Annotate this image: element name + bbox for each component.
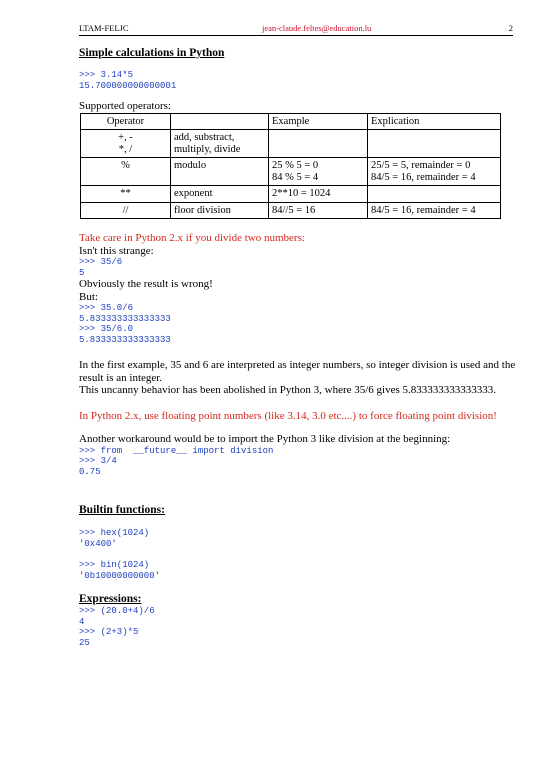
section-title-builtin-functions: Builtin functions:: [79, 504, 165, 516]
division-warning: Take care in Python 2.x if you divide two numbers:: [79, 232, 305, 244]
table-row: [81, 202, 501, 219]
workaround-text: Another workaround would be to import the Python 3 like division at the beginning:: [79, 433, 451, 445]
section-title-simple-calculations: Simple calculations in Python: [79, 47, 225, 59]
operator-cell: //: [81, 202, 171, 219]
explication-cell: 25/5 = 5, remainder = 0 84/5 = 16, remainder = 4: [368, 158, 501, 186]
example-cell: 2**10 = 1024: [269, 186, 368, 203]
wrong-result-note: Obviously the result is wrong!: [79, 278, 213, 290]
description-cell: floor division: [171, 202, 269, 219]
code-block-float-division: >>> 35.0/6 5.833333333333333 >>> 35/6.0 5.833333333333333: [79, 303, 171, 345]
header-email[interactable]: jean-claude.feltes@education.lu: [262, 23, 372, 33]
example-cell: [269, 130, 368, 158]
code-block-hex: >>> hex(1024) '0x400': [79, 528, 150, 549]
description-cell: add, substract, multiply, divide: [171, 130, 269, 158]
code-block-int-division: >>> 35/6 5: [79, 257, 123, 278]
example-cell: 84//5 = 16: [269, 202, 368, 219]
explanation-paragraph-2: This uncanny behavior has been abolished in Python 3, where 35/6 gives 5.833333333333333.: [79, 384, 497, 396]
division-question: Isn't this strange:: [79, 244, 154, 257]
section-title-expressions: Expressions:: [79, 593, 142, 605]
table-row: [81, 130, 501, 158]
explanation-paragraph-1: In the first example, 35 and 6 are interpreted as integer numbers, so integer division is used and the result is an integer.: [79, 359, 516, 384]
table-header-row: [81, 113, 501, 130]
explication-cell: [368, 186, 501, 203]
code-block-multiply: >>> 3.14*5 15.700000000000001: [79, 70, 177, 91]
code-block-future-division: >>> from __future__ import division >>> 3/4 0.75: [79, 445, 274, 477]
operator-cell: +, - *, /: [81, 130, 171, 158]
code-block-expressions: >>> (20.0+4)/6 4 >>> (2+3)*5 25: [79, 606, 155, 648]
explication-cell: 84/5 = 16, remainder = 4: [368, 202, 501, 219]
column-header-explication: Explication: [368, 113, 501, 130]
floating-point-tip: In Python 2.x, use floating point numbers (like 3.14, 3.0 etc....) to force floating point division!: [79, 409, 497, 422]
description-cell: modulo: [171, 158, 269, 186]
operator-cell: **: [81, 186, 171, 203]
page-header: [79, 23, 513, 36]
header-left: LTAM-FELJC: [79, 23, 129, 33]
example-cell: 25 % 5 = 0 84 % 5 = 4: [269, 158, 368, 186]
explication-cell: [368, 130, 501, 158]
operators-caption: Supported operators:: [79, 100, 171, 112]
table-row: [81, 186, 501, 203]
but-label: But:: [79, 290, 98, 303]
column-header-operator: Operator: [81, 113, 171, 130]
column-header-description: [171, 113, 269, 130]
description-cell: exponent: [171, 186, 269, 203]
operators-table: [80, 113, 501, 220]
code-block-bin: >>> bin(1024) '0b10000000000': [79, 560, 161, 581]
table-row: [81, 158, 501, 186]
page-number: 2: [508, 23, 513, 33]
operator-cell: %: [81, 158, 171, 186]
column-header-example: Example: [269, 113, 368, 130]
page-content: [79, 46, 519, 648]
